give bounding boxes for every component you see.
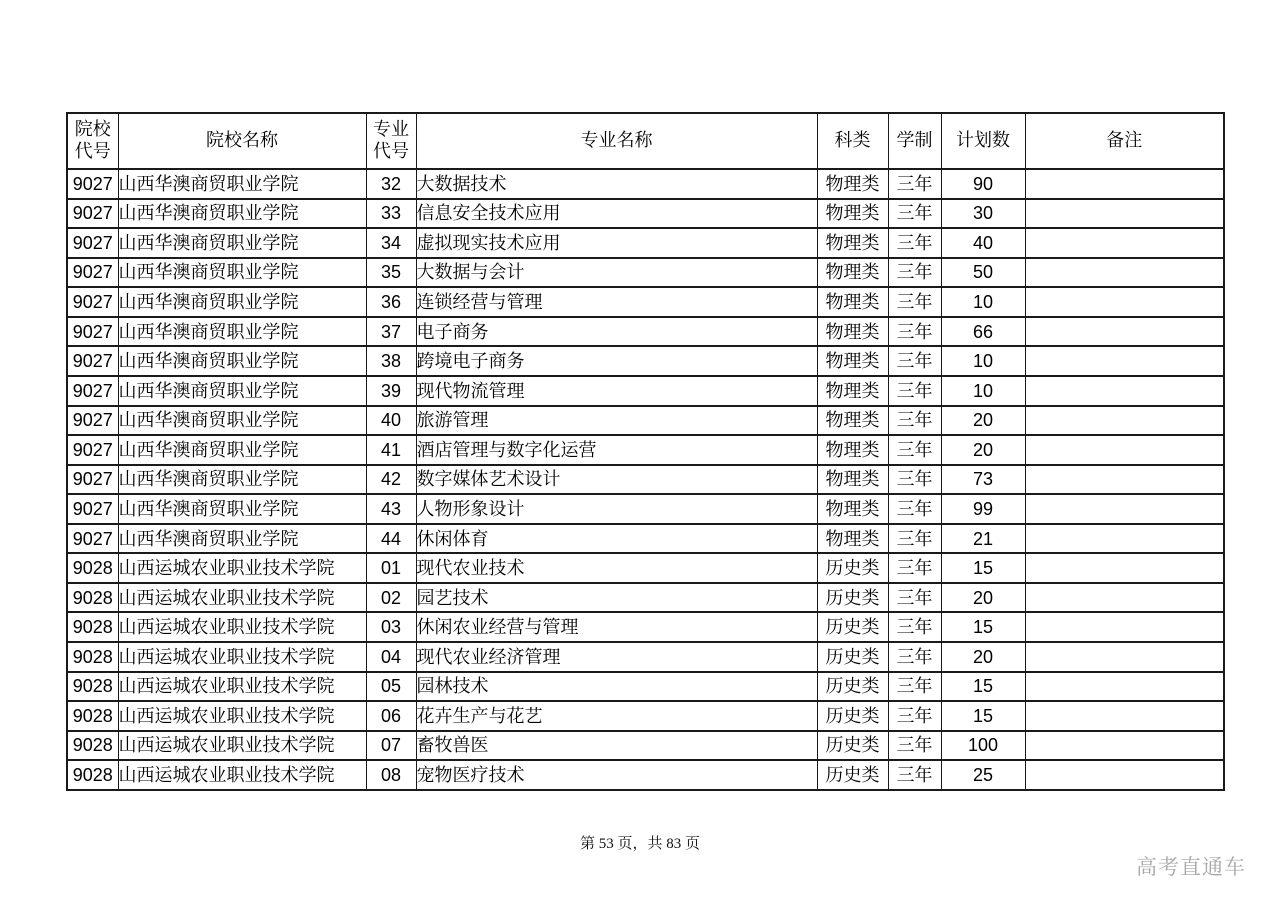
table-row [67, 583, 1224, 613]
column-header-major_name: 专业名称 [416, 113, 817, 169]
table-row [67, 376, 1224, 406]
cell-major_name: 宠物医疗技术 [416, 760, 817, 790]
cell-major_name: 大数据技术 [416, 169, 817, 199]
cell-plan_count: 99 [941, 494, 1025, 524]
page-number-text: 第 53 页，共 83 页 [579, 836, 700, 852]
cell-subject_category: 物理类 [817, 199, 888, 229]
cell-college_code: 9027 [67, 228, 118, 258]
cell-plan_count: 10 [941, 346, 1025, 376]
cell-major_name: 电子商务 [416, 317, 817, 347]
table-row [67, 228, 1224, 258]
table-row [67, 494, 1224, 524]
cell-plan_count: 25 [941, 760, 1025, 790]
cell-remarks [1025, 287, 1224, 317]
cell-college_code: 9027 [67, 406, 118, 436]
table-row [67, 406, 1224, 436]
cell-plan_count: 90 [941, 169, 1025, 199]
cell-remarks [1025, 346, 1224, 376]
cell-remarks [1025, 376, 1224, 406]
cell-major_code: 06 [366, 701, 416, 731]
cell-plan_count: 40 [941, 228, 1025, 258]
cell-college_name: 山西运城农业职业技术学院 [118, 583, 366, 613]
cell-subject_category: 历史类 [817, 583, 888, 613]
cell-remarks [1025, 672, 1224, 702]
cell-plan_count: 21 [941, 524, 1025, 554]
cell-college_code: 9028 [67, 701, 118, 731]
cell-major_code: 41 [366, 435, 416, 465]
cell-college_name: 山西华澳商贸职业学院 [118, 199, 366, 229]
cell-major_name: 连锁经营与管理 [416, 287, 817, 317]
cell-subject_category: 历史类 [817, 642, 888, 672]
cell-duration: 三年 [888, 642, 941, 672]
cell-major_name: 虚拟现实技术应用 [416, 228, 817, 258]
cell-remarks [1025, 731, 1224, 761]
cell-remarks [1025, 494, 1224, 524]
cell-college_code: 9027 [67, 258, 118, 288]
cell-major_name: 现代农业经济管理 [416, 642, 817, 672]
cell-remarks [1025, 553, 1224, 583]
cell-subject_category: 物理类 [817, 228, 888, 258]
cell-college_code: 9028 [67, 731, 118, 761]
cell-college_code: 9027 [67, 346, 118, 376]
table-header-row [67, 113, 1224, 169]
cell-major_name: 大数据与会计 [416, 258, 817, 288]
cell-duration: 三年 [888, 612, 941, 642]
cell-college_name: 山西华澳商贸职业学院 [118, 524, 366, 554]
cell-remarks [1025, 199, 1224, 229]
cell-duration: 三年 [888, 258, 941, 288]
cell-major_code: 07 [366, 731, 416, 761]
cell-duration: 三年 [888, 406, 941, 436]
cell-college_code: 9028 [67, 672, 118, 702]
cell-remarks [1025, 406, 1224, 436]
cell-duration: 三年 [888, 494, 941, 524]
cell-subject_category: 物理类 [817, 317, 888, 347]
table-row [67, 465, 1224, 495]
cell-plan_count: 10 [941, 287, 1025, 317]
cell-college_name: 山西华澳商贸职业学院 [118, 287, 366, 317]
cell-college_name: 山西运城农业职业技术学院 [118, 612, 366, 642]
cell-duration: 三年 [888, 524, 941, 554]
cell-major_code: 33 [366, 199, 416, 229]
cell-subject_category: 物理类 [817, 406, 888, 436]
cell-college_name: 山西华澳商贸职业学院 [118, 228, 366, 258]
cell-remarks [1025, 760, 1224, 790]
cell-college_code: 9028 [67, 553, 118, 583]
cell-plan_count: 20 [941, 583, 1025, 613]
cell-subject_category: 物理类 [817, 258, 888, 288]
cell-plan_count: 10 [941, 376, 1025, 406]
cell-major_code: 39 [366, 376, 416, 406]
cell-major_name: 跨境电子商务 [416, 346, 817, 376]
cell-major_code: 05 [366, 672, 416, 702]
cell-college_name: 山西运城农业职业技术学院 [118, 731, 366, 761]
cell-duration: 三年 [888, 465, 941, 495]
cell-plan_count: 73 [941, 465, 1025, 495]
cell-plan_count: 15 [941, 612, 1025, 642]
column-header-subject_category: 科类 [817, 113, 888, 169]
cell-college_name: 山西华澳商贸职业学院 [118, 317, 366, 347]
cell-major_name: 现代物流管理 [416, 376, 817, 406]
cell-subject_category: 物理类 [817, 435, 888, 465]
cell-college_name: 山西华澳商贸职业学院 [118, 465, 366, 495]
cell-college_name: 山西运城农业职业技术学院 [118, 553, 366, 583]
cell-major_code: 34 [366, 228, 416, 258]
table-body [67, 169, 1224, 790]
cell-remarks [1025, 258, 1224, 288]
cell-plan_count: 20 [941, 435, 1025, 465]
cell-duration: 三年 [888, 287, 941, 317]
cell-major_code: 44 [366, 524, 416, 554]
cell-major_code: 37 [366, 317, 416, 347]
cell-college_code: 9027 [67, 287, 118, 317]
cell-plan_count: 15 [941, 553, 1025, 583]
watermark-text: 高考直通车 [1136, 856, 1246, 879]
cell-major_name: 花卉生产与花艺 [416, 701, 817, 731]
cell-major_name: 休闲农业经营与管理 [416, 612, 817, 642]
cell-duration: 三年 [888, 701, 941, 731]
cell-major_code: 32 [366, 169, 416, 199]
admission-plan-table [66, 112, 1225, 791]
cell-plan_count: 15 [941, 672, 1025, 702]
cell-subject_category: 历史类 [817, 553, 888, 583]
cell-college_code: 9027 [67, 317, 118, 347]
cell-college_name: 山西华澳商贸职业学院 [118, 169, 366, 199]
cell-college_code: 9027 [67, 524, 118, 554]
table-row [67, 672, 1224, 702]
cell-college_code: 9027 [67, 465, 118, 495]
cell-major_name: 数字媒体艺术设计 [416, 465, 817, 495]
table-row [67, 701, 1224, 731]
cell-college_name: 山西华澳商贸职业学院 [118, 494, 366, 524]
table-row [67, 169, 1224, 199]
cell-subject_category: 物理类 [817, 346, 888, 376]
cell-major_name: 信息安全技术应用 [416, 199, 817, 229]
cell-major_name: 园艺技术 [416, 583, 817, 613]
cell-college_code: 9027 [67, 169, 118, 199]
cell-major_code: 35 [366, 258, 416, 288]
cell-subject_category: 历史类 [817, 760, 888, 790]
cell-plan_count: 15 [941, 701, 1025, 731]
cell-duration: 三年 [888, 672, 941, 702]
cell-plan_count: 20 [941, 642, 1025, 672]
cell-subject_category: 历史类 [817, 672, 888, 702]
cell-duration: 三年 [888, 553, 941, 583]
cell-duration: 三年 [888, 583, 941, 613]
table-row [67, 760, 1224, 790]
cell-remarks [1025, 583, 1224, 613]
cell-subject_category: 历史类 [817, 612, 888, 642]
cell-subject_category: 物理类 [817, 494, 888, 524]
cell-major_name: 园林技术 [416, 672, 817, 702]
cell-college_name: 山西华澳商贸职业学院 [118, 346, 366, 376]
cell-remarks [1025, 465, 1224, 495]
cell-college_name: 山西华澳商贸职业学院 [118, 406, 366, 436]
cell-duration: 三年 [888, 731, 941, 761]
cell-remarks [1025, 612, 1224, 642]
cell-remarks [1025, 642, 1224, 672]
column-header-duration: 学制 [888, 113, 941, 169]
table-row [67, 731, 1224, 761]
cell-college_name: 山西运城农业职业技术学院 [118, 642, 366, 672]
column-header-college_code: 院校代号 [67, 113, 118, 169]
cell-college_code: 9028 [67, 583, 118, 613]
cell-plan_count: 100 [941, 731, 1025, 761]
cell-major_code: 42 [366, 465, 416, 495]
cell-major_code: 01 [366, 553, 416, 583]
table-row [67, 287, 1224, 317]
table-row [67, 612, 1224, 642]
cell-college_name: 山西运城农业职业技术学院 [118, 672, 366, 702]
cell-major_code: 03 [366, 612, 416, 642]
cell-major_name: 人物形象设计 [416, 494, 817, 524]
cell-subject_category: 物理类 [817, 524, 888, 554]
cell-duration: 三年 [888, 199, 941, 229]
cell-major_code: 04 [366, 642, 416, 672]
column-header-plan_count: 计划数 [941, 113, 1025, 169]
cell-subject_category: 物理类 [817, 465, 888, 495]
cell-major_code: 08 [366, 760, 416, 790]
cell-remarks [1025, 317, 1224, 347]
cell-college_name: 山西华澳商贸职业学院 [118, 258, 366, 288]
cell-major_name: 现代农业技术 [416, 553, 817, 583]
table-row [67, 524, 1224, 554]
cell-major_code: 36 [366, 287, 416, 317]
cell-major_code: 38 [366, 346, 416, 376]
cell-college_code: 9028 [67, 642, 118, 672]
cell-college_code: 9027 [67, 494, 118, 524]
cell-major_name: 休闲体育 [416, 524, 817, 554]
cell-major_code: 43 [366, 494, 416, 524]
table-row [67, 642, 1224, 672]
cell-college_code: 9028 [67, 612, 118, 642]
cell-subject_category: 物理类 [817, 287, 888, 317]
column-header-major_code: 专业代号 [366, 113, 416, 169]
cell-plan_count: 30 [941, 199, 1025, 229]
cell-subject_category: 历史类 [817, 701, 888, 731]
cell-duration: 三年 [888, 228, 941, 258]
cell-major_name: 旅游管理 [416, 406, 817, 436]
cell-major_code: 40 [366, 406, 416, 436]
cell-duration: 三年 [888, 169, 941, 199]
cell-duration: 三年 [888, 317, 941, 347]
cell-remarks [1025, 524, 1224, 554]
cell-college_name: 山西华澳商贸职业学院 [118, 376, 366, 406]
cell-major_name: 畜牧兽医 [416, 731, 817, 761]
cell-subject_category: 历史类 [817, 731, 888, 761]
cell-college_code: 9027 [67, 435, 118, 465]
cell-duration: 三年 [888, 760, 941, 790]
cell-remarks [1025, 435, 1224, 465]
table-row [67, 346, 1224, 376]
cell-remarks [1025, 701, 1224, 731]
table-row [67, 435, 1224, 465]
column-header-remarks: 备注 [1025, 113, 1224, 169]
cell-subject_category: 物理类 [817, 376, 888, 406]
cell-major_code: 02 [366, 583, 416, 613]
cell-plan_count: 50 [941, 258, 1025, 288]
table-row [67, 199, 1224, 229]
cell-duration: 三年 [888, 435, 941, 465]
cell-college_name: 山西运城农业职业技术学院 [118, 701, 366, 731]
cell-college_name: 山西运城农业职业技术学院 [118, 760, 366, 790]
cell-college_name: 山西华澳商贸职业学院 [118, 435, 366, 465]
column-header-college_name: 院校名称 [118, 113, 366, 169]
cell-plan_count: 66 [941, 317, 1025, 347]
cell-plan_count: 20 [941, 406, 1025, 436]
cell-duration: 三年 [888, 376, 941, 406]
cell-major_name: 酒店管理与数字化运营 [416, 435, 817, 465]
cell-subject_category: 物理类 [817, 169, 888, 199]
table-row [67, 258, 1224, 288]
table-row [67, 317, 1224, 347]
cell-college_code: 9028 [67, 760, 118, 790]
cell-college_code: 9027 [67, 199, 118, 229]
cell-remarks [1025, 228, 1224, 258]
cell-college_code: 9027 [67, 376, 118, 406]
table-row [67, 553, 1224, 583]
cell-remarks [1025, 169, 1224, 199]
cell-duration: 三年 [888, 346, 941, 376]
